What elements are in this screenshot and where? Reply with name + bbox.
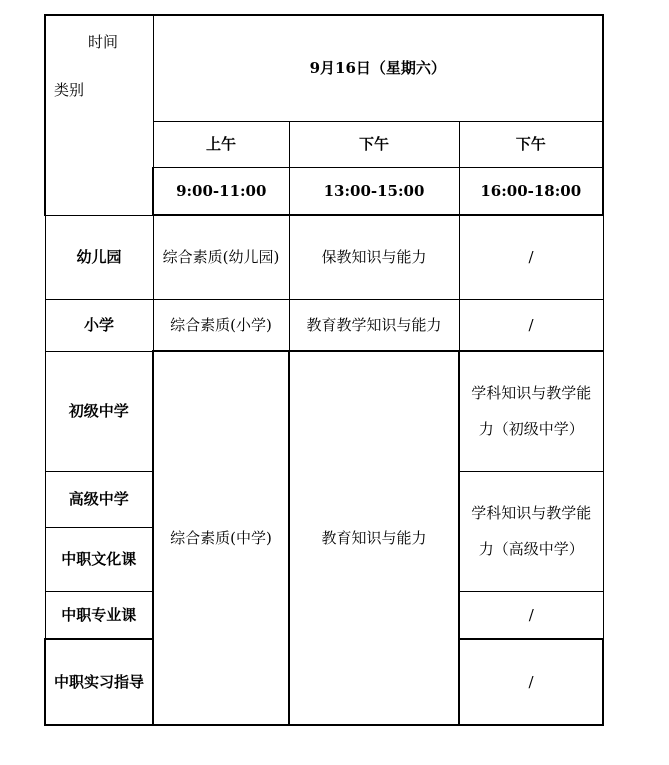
subject-junior-pm2: 学科知识与教学能力（初级中学） [459,351,603,471]
period-time-pm2: 16:00-18:00 [459,167,603,215]
category-voc-culture: 中职文化课 [45,527,153,591]
time-label: 时间 [88,33,119,51]
subject-kindergarten-pm2: / [459,215,603,299]
period-label-pm2: 下午 [459,121,603,167]
subject-primary-am: 综合素质(小学) [153,299,289,351]
subject-primary-pm2: / [459,299,603,351]
category-label: 类别 [54,81,85,99]
subject-senior-pm2: 学科知识与教学能力（高级中学） [459,471,603,591]
subject-primary-pm1: 教育教学知识与能力 [289,299,459,351]
subject-kindergarten-am: 综合素质(幼儿园) [153,215,289,299]
period-label-am: 上午 [153,121,289,167]
subject-secondary-pm1: 教育知识与能力 [289,351,459,725]
header-corner-cell [45,15,153,215]
exam-date: 9月16日（星期六） [153,15,603,121]
category-junior: 初级中学 [45,351,153,471]
exam-schedule-table [44,14,604,726]
period-label-pm1: 下午 [289,121,459,167]
period-time-am: 9:00-11:00 [153,167,289,215]
subject-kindergarten-pm1: 保教知识与能力 [289,215,459,299]
subject-voc-intern-pm2: / [459,639,603,725]
category-kindergarten: 幼儿园 [45,215,153,299]
category-voc-major: 中职专业课 [45,591,153,639]
subject-voc-major-pm2: / [459,591,603,639]
category-primary: 小学 [45,299,153,351]
category-senior: 高级中学 [45,471,153,527]
category-voc-intern: 中职实习指导 [45,639,153,725]
subject-secondary-am: 综合素质(中学) [153,351,289,725]
period-time-pm1: 13:00-15:00 [289,167,459,215]
